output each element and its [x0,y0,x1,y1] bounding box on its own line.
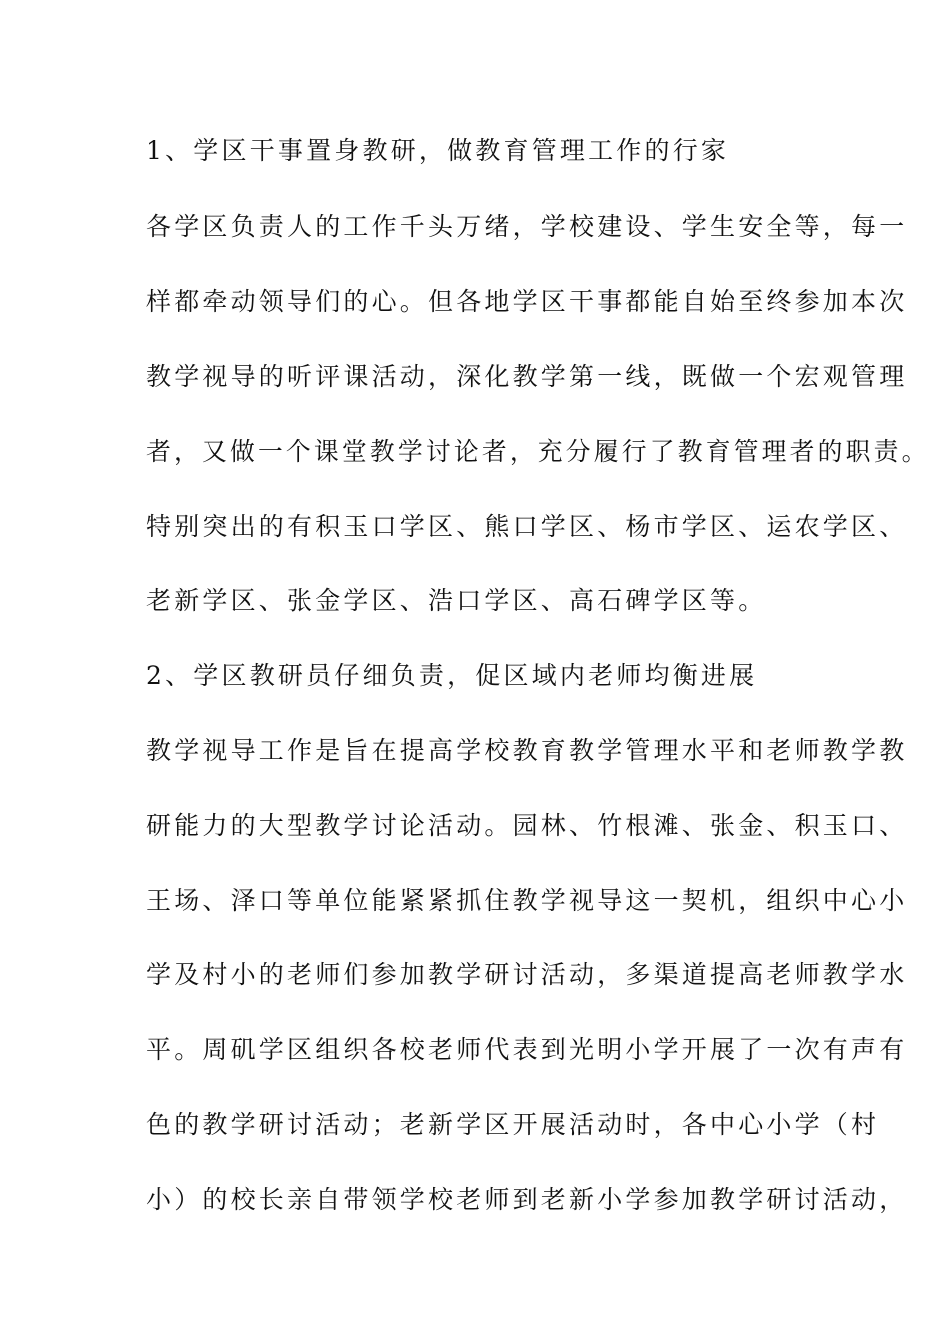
paragraph-line: 样都牵动领导们的心。但各地学区干事都能自始至终参加本次 [146,287,908,316]
paragraph-line: 老新学区、张金学区、浩口学区、高石碑学区等。 [146,586,767,615]
heading-section-1: 1、学区干事置身教研，做教育管理工作的行家 [146,136,730,165]
paragraph-line: 平。周矶学区组织各校老师代表到光明小学开展了一次有声有 [146,1035,908,1064]
paragraph-line: 教学视导工作是旨在提高学校教育教学管理水平和老师教学教 [146,736,908,765]
paragraph-line: 各学区负责人的工作千头万绪，学校建设、学生安全等，每一 [146,212,908,241]
paragraph-line: 特别突出的有积玉口学区、熊口学区、杨市学区、运农学区、 [146,512,908,541]
paragraph-line: 者，又做一个课堂教学讨论者，充分履行了教育管理者的职责。 [146,437,930,466]
paragraph-line: 小）的校长亲自带领学校老师到老新小学参加教学研讨活动， [146,1185,908,1214]
paragraph-line: 研能力的大型教学讨论活动。园林、竹根滩、张金、积玉口、 [146,811,908,840]
paragraph-line: 学及村小的老师们参加教学研讨活动，多渠道提高老师教学水 [146,960,908,989]
paragraph-line: 教学视导的听评课活动，深化教学第一线，既做一个宏观管理 [146,362,908,391]
paragraph-line: 王场、泽口等单位能紧紧抓住教学视导这一契机，组织中心小 [146,886,908,915]
paragraph-line: 色的教学研讨活动；老新学区开展活动时，各中心小学（村 [146,1110,880,1139]
heading-section-2: 2、学区教研员仔细负责，促区域内老师均衡进展 [146,661,758,690]
